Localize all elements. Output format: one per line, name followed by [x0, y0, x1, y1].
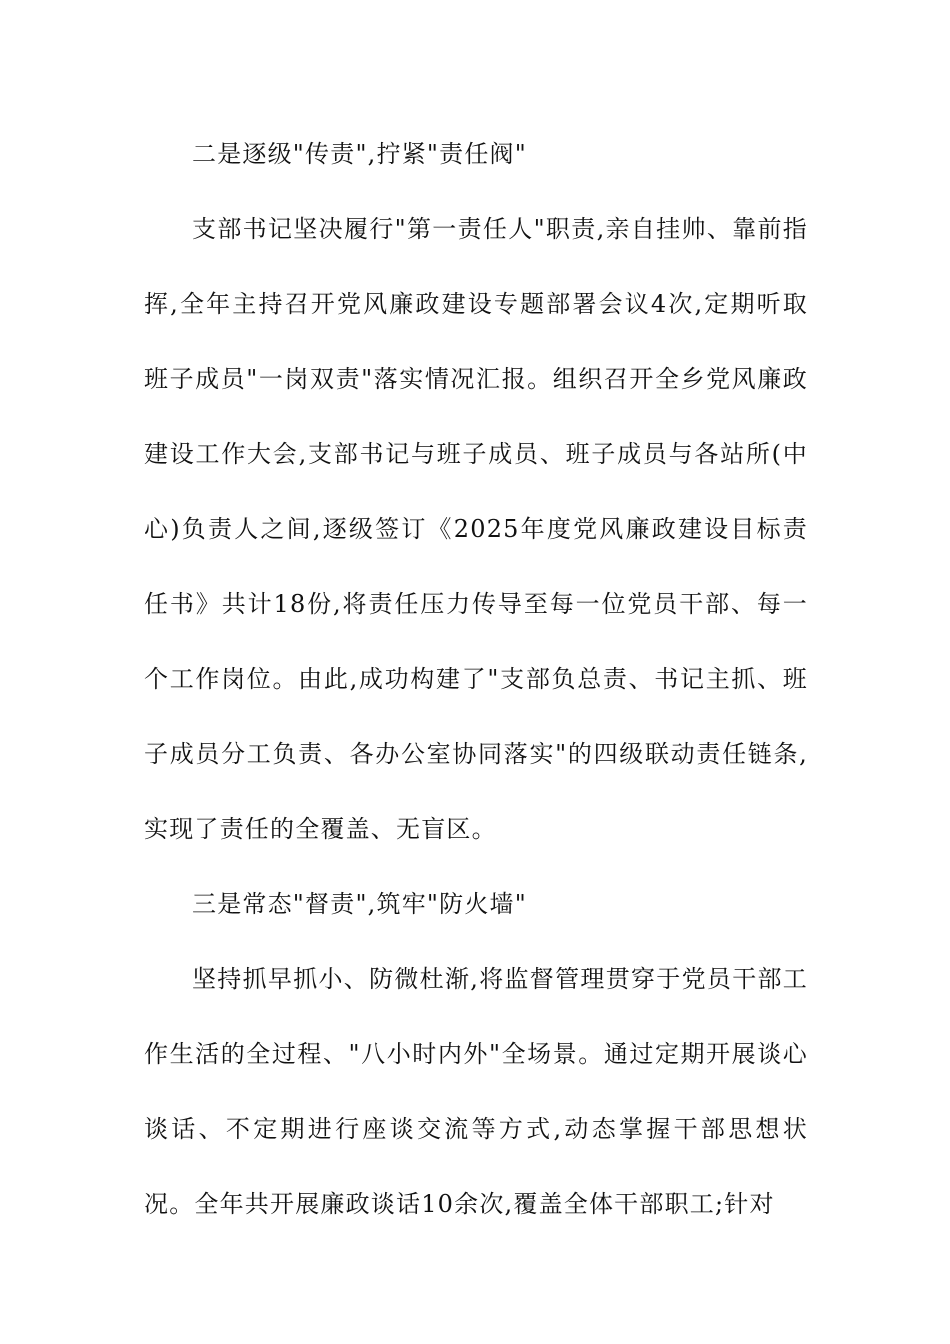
document-page [144, 117, 808, 1242]
section-heading-3: 三是常态"督责",筑牢"防火墙" [192, 890, 527, 918]
section-body-2: 支部书记坚决履行"第一责任人"职责,亲自挂帅、靠前指挥,全年主持召开党风廉政建设专题部署会议4次,定期听取班子成员"一岗双责"落实情况汇报。组织召开全乡党风廉政建设工作大会,支部书记与班子成员、班子成员与各站所(中心)负责人之间,逐级签订《2025年度党风廉政建设目标责任书》共计18份,将责任压力传导至每一位党员干部、每一个工作岗位。由此,成功构建了"支部负总责、书记主抓、班子成员分工负责、各办公室协同落实"的四级联动责任链条,实现了责任的全覆盖、无盲区。 [144, 215, 808, 843]
section-body-3: 坚持抓早抓小、防微杜渐,将监督管理贯穿于党员干部工作生活的全过程、"八小时内外"全场景。通过定期开展谈心谈话、不定期进行座谈交流等方式,动态掌握干部思想状况。全年共开展廉政谈话10余次,覆盖全体干部职工;针对 [144, 965, 808, 1218]
section-heading-2: 二是逐级"传责",拧紧"责任阀" [192, 140, 527, 168]
